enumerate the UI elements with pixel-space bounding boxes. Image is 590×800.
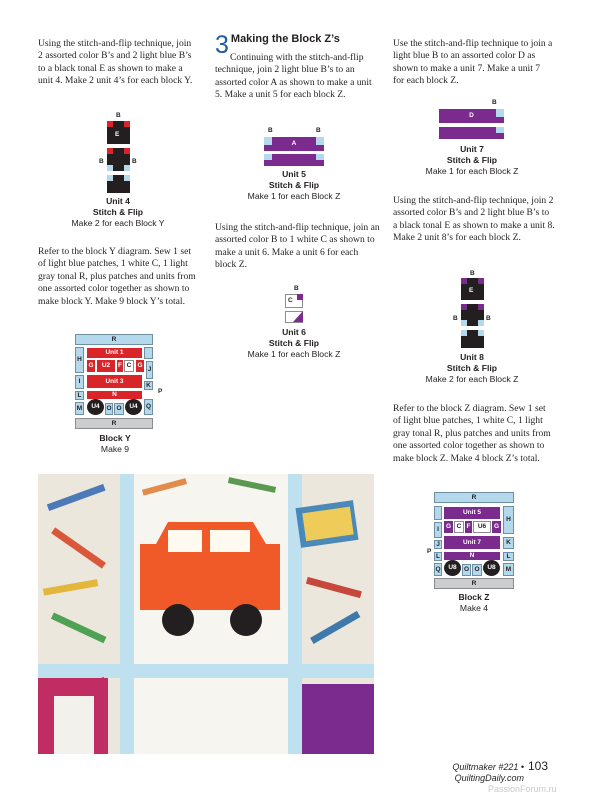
blockz-h: H [506, 516, 511, 523]
quilt-photo [38, 474, 374, 754]
blockz-q: Q [435, 566, 441, 573]
blockz-title: Block Z [458, 592, 490, 602]
unit4-instructions: Using the stitch-and-flip technique, join 2 assorted color B’s and 2 light blue B’s to a black tonal E as shown to make a unit 4. Make 2 unit 4’s for each block Y. [38, 38, 193, 87]
step-number: 3 [215, 31, 229, 59]
blocky-k: K [146, 382, 151, 389]
unit6-instructions: Using the stitch-and-flip technique, join an assorted color B to 1 white C as shown to make a unit 6. Make a unit 6 for each block Z. [215, 222, 380, 271]
unit6-c: C [288, 297, 293, 304]
unit6-note: Make 1 for each Block Z [247, 349, 341, 359]
unit5-bottom-strip [264, 154, 324, 166]
blocky-unit1: Unit 1 [105, 349, 124, 356]
unit5-title: Unit 5 [282, 169, 306, 179]
blockz-i: I [437, 526, 439, 533]
unit5-instructions: Continuing with the stitch-and-flip technique, join 2 light blue B’s to an assorted color A as shown to make a unit 5. Make a unit 5 for each block Z. [215, 52, 372, 101]
watermark: PassionForum.ru [488, 784, 557, 794]
blockz-l1: L [436, 553, 440, 560]
unit7-caption [402, 144, 542, 177]
blocky-note: Make 9 [100, 444, 130, 454]
unit7-d: D [469, 112, 474, 119]
step-title: Making the Block Z’s [230, 33, 340, 45]
blocky-unit3: Unit 3 [105, 378, 124, 385]
unit6-subtitle: Stitch & Flip [268, 338, 320, 348]
unit7-b: B [492, 99, 497, 106]
unit4-label-b-top: B [116, 112, 121, 119]
unit4-note: Make 2 for each Block Y [71, 218, 165, 228]
blockz-instructions: Refer to the block Z diagram. Sew 1 set of light blue patches, 1 white C, 1 light gray tonal R, plus patches and units from one assorted color together as shown to make block Z. Make 4 block Z’s total. [393, 403, 551, 464]
blockz-j: J [436, 541, 440, 548]
blocky-title: Block Y [99, 433, 131, 443]
blockz-p: P [427, 548, 432, 555]
unit7-bottom-strip [439, 127, 504, 139]
blocky-g2: G [137, 362, 143, 369]
blocky-i: I [78, 378, 81, 385]
blocky-u4a: U4 [91, 403, 100, 410]
unit8-e: E [469, 287, 474, 294]
blocky-m: M [76, 405, 83, 412]
unit8-b-top: B [470, 270, 475, 277]
unit5-note: Make 1 for each Block Z [247, 191, 341, 201]
blockz-u8a: U8 [448, 564, 457, 571]
quilt-photo-illustration [38, 474, 374, 754]
unit5-a: A [291, 140, 297, 147]
blocky-c: C [126, 362, 132, 369]
unit4-label-e: E [115, 131, 120, 138]
blocky-r-top: R [111, 336, 117, 343]
blockz-c: C [456, 523, 462, 530]
blocky-n: N [112, 391, 117, 398]
blockz-o2: O [474, 566, 480, 573]
blocky-u2: U2 [101, 362, 111, 369]
unit8-b-left: B [453, 315, 458, 322]
blockz-r-top: R [471, 494, 477, 501]
unit8-caption [402, 352, 542, 385]
blockz-caption [414, 592, 534, 614]
blocky-caption [55, 433, 175, 455]
unit6-caption [224, 327, 364, 360]
unit5-subtitle: Stitch & Flip [268, 180, 320, 190]
blockz-k: K [506, 539, 511, 546]
blockz-g2: G [493, 523, 500, 530]
blocky-instructions: Refer to the block Y diagram. Sew 1 set of light blue patches, 1 white C, 1 light gray tonal R, plus patches and units from one assorted color together as shown to make block Y. Make 9 block Y’s total. [38, 246, 196, 307]
blockz-note: Make 4 [459, 603, 489, 613]
blockz-l2: L [506, 553, 511, 560]
blocky-u4b: U4 [129, 403, 138, 410]
footer-magazine: Quiltmaker #221 • QuiltingDaily.com [452, 762, 524, 783]
unit7-top-strip [439, 109, 504, 123]
blockz-r-bottom: R [471, 580, 477, 587]
blockz-m: M [505, 566, 512, 573]
unit5-b1: B [268, 127, 273, 134]
blockz-u6: U6 [477, 523, 487, 530]
blockz-u8b: U8 [487, 564, 496, 571]
blockz-unit7: Unit 7 [462, 539, 482, 546]
blocky-q: Q [145, 403, 152, 410]
unit6-b: B [294, 285, 299, 292]
blocky-l: L [77, 392, 82, 399]
blocky-r-bottom: R [111, 420, 117, 427]
blocky-o1: O [106, 405, 112, 412]
unit7-title: Unit 7 [460, 144, 484, 154]
unit4-title: Unit 4 [106, 196, 130, 206]
blocky-o2: O [116, 405, 122, 412]
blocky-f: F [118, 362, 122, 369]
unit5-caption [224, 169, 364, 202]
blocky-p: P [158, 388, 163, 395]
blockz-f: F [466, 523, 471, 530]
blockz-n: N [469, 552, 475, 559]
unit4-label-b-right: B [132, 158, 137, 165]
unit5-top-strip [264, 137, 324, 151]
unit7-instructions: Use the stitch-and-flip technique to join a light blue B to an assorted color D as shown to make a unit 7. Make a unit 7 for each block Z. [393, 38, 553, 87]
unit8-b-right: B [486, 315, 491, 322]
unit7-note: Make 1 for each Block Z [425, 166, 519, 176]
unit8-instructions: Using the stitch-and-flip technique, join 2 assorted color B’s and 2 light blue B’s to a black tonal E as shown to make a unit 8. Make 2 unit 8’s for each block Z. [393, 195, 555, 244]
page-number: 103 [528, 759, 549, 773]
unit6-title: Unit 6 [282, 327, 306, 337]
unit4-caption [48, 196, 188, 229]
unit8-note: Make 2 for each Block Z [425, 374, 519, 384]
blocky-j: J [147, 366, 152, 373]
unit5-b2: B [316, 127, 321, 134]
unit8-subtitle: Stitch & Flip [446, 363, 498, 373]
unit4-subtitle: Stitch & Flip [92, 207, 144, 217]
blocky-g1: G [88, 362, 94, 369]
unit8-title: Unit 8 [460, 352, 484, 362]
unit7-subtitle: Stitch & Flip [446, 155, 498, 165]
blockz-o1: O [463, 566, 470, 573]
unit4-label-b-left: B [99, 158, 104, 165]
blockz-g1: G [445, 523, 452, 530]
blocky-h: H [77, 356, 82, 363]
blockz-unit5: Unit 5 [462, 509, 482, 516]
